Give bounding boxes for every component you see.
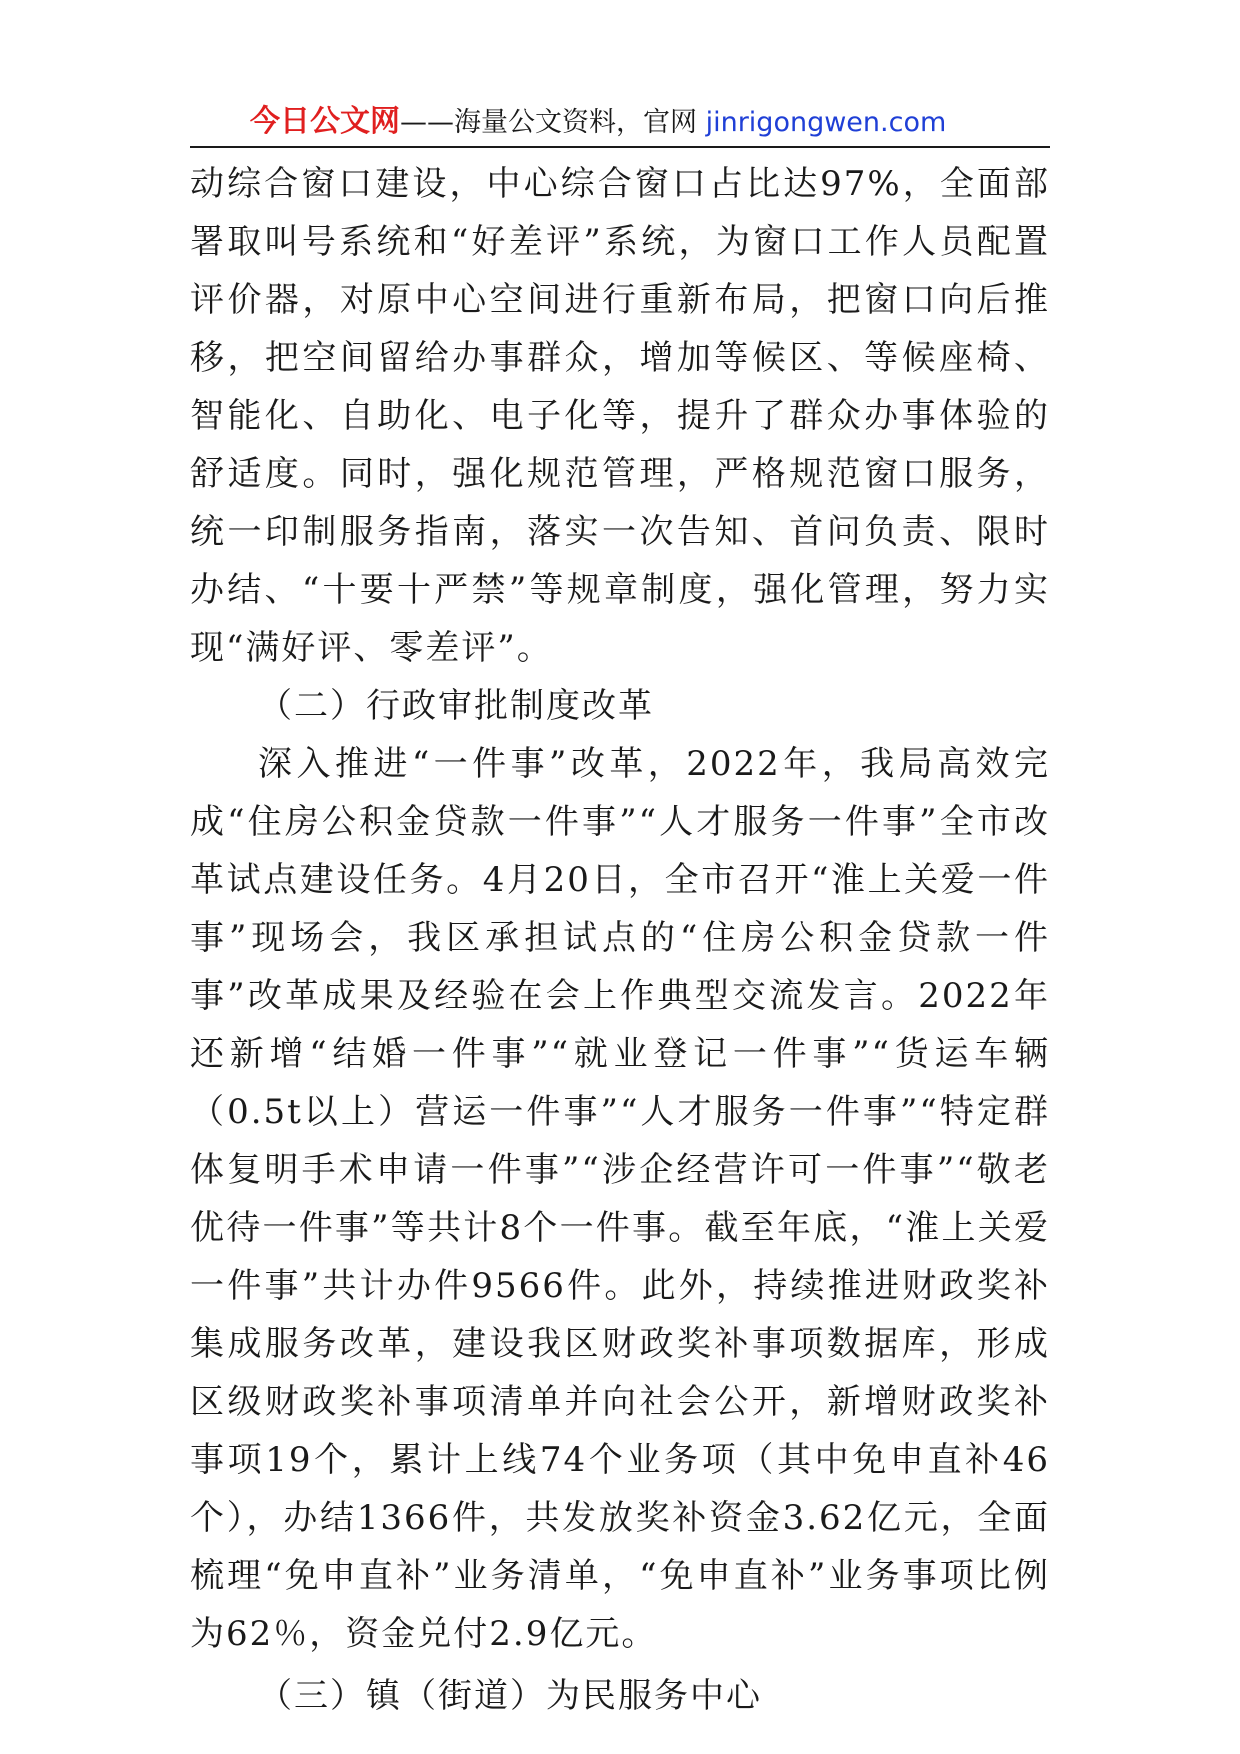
- header-line: [250, 104, 946, 141]
- paragraph-1: 动综合窗口建设，中心综合窗口占比达97%，全面部署取叫号系统和“好差评”系统，为窗口工作人员配置评价器，对原中心空间进行重新布局，把窗口向后推移，把空间留给办事群众，增加等候区、等候座椅、智能化、自助化、电子化等，提升了群众办事体验的舒适度。同时，强化规范管理，严格规范窗口服务，统一印制服务指南，落实一次告知、首问负责、限时办结、“十要十严禁”等规章制度，强化管理，努力实现“满好评、零差评”。: [190, 164, 1050, 668]
- brand-name: 今日公文网: [250, 104, 400, 139]
- website-link[interactable]: jinrigongwen.com: [705, 107, 947, 138]
- section-heading-3: （三）镇（街道）为民服务中心: [258, 1676, 762, 1716]
- section-heading-2: （二）行政审批制度改革: [258, 686, 654, 726]
- header-slogan: ——海量公文资料，官网: [400, 107, 706, 138]
- paragraph-2: 深入推进“一件事”改革，2022年，我局高效完成“住房公积金贷款一件事”“人才服务一件事”全市改革试点建设任务。4月20日，全市召开“淮上关爱一件事”现场会，我区承担试点的“住房公积金贷款一件事”改革成果及经验在会上作典型交流发言。2022年还新增“结婚一件事”“就业登记一件事”“货运车辆（0.5t以上）营运一件事”“人才服务一件事”“特定群体复明手术申请一件事”“涉企经营许可一件事”“敬老优待一件事”等共计8个一件事。截至年底，“淮上关爱一件事”共计办件9566件。此外，持续推进财政奖补集成服务改革，建设我区财政奖补事项数据库，形成区级财政奖补事项清单并向社会公开，新增财政奖补事项19个，累计上线74个业务项（其中免申直补46个），办结1366件，共发放奖补资金3.62亿元，全面梳理“免申直补”业务清单，“免申直补”业务事项比例为62％，资金兑付2.9亿元。: [190, 744, 1050, 1654]
- page-header: [190, 100, 1050, 148]
- document-body: [190, 155, 1050, 1725]
